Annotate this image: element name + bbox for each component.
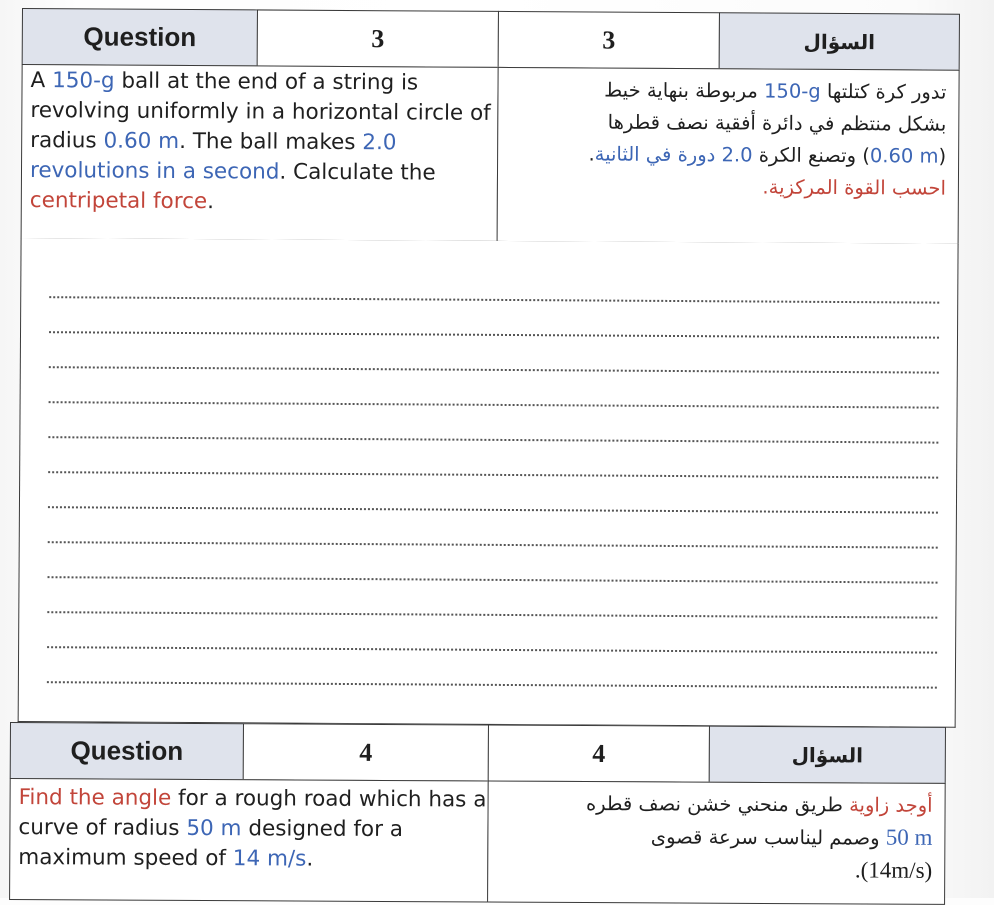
q3-arabic-text-cell [497,67,960,245]
answer-line [48,506,938,513]
q4-header-number-ar [488,725,710,783]
q3-arabic-text: تدور كرة كتلتها 150-g مربوطة بنهاية خيط بشكل منتظم في دائرة أفقية نصف قطرها (0.60 m) وتصنع الكرة 2.0 دورة في الثانية. احسب القوة المركزية. [588,78,947,200]
q3-header-number-ar [498,11,720,69]
answer-line [47,681,937,688]
question-3-block [18,8,960,728]
answer-line [49,331,939,338]
q4-english-text: Find the angle for a rough road which has a curve of radius 50 m designed for a maximum speed of 14 m/s. [18,785,487,872]
q4-label-en: Question [70,735,184,766]
q4-arabic-text: أوجد زاوية طريق منحني خشن نصف قطره 50 m وصمم ليناسب سرعة قصوى .(14m/s) [585,792,933,883]
answer-line [49,401,939,408]
q4-english-text-cell [9,778,489,903]
answer-line [48,436,938,443]
q4-number-ar: 4 [592,738,606,768]
q3-english-text: A 150-g ball at the end of a string is revolving uniformly in a horizontal circle of radius 0.60 m. The ball makes 2.0 revolutions in a second. Calculate the centripetal force. [29,68,491,215]
q3-number-ar: 3 [602,25,616,55]
answer-line [49,296,939,303]
question-4-block [9,722,946,903]
answer-line [48,576,938,583]
q3-label-ar: السؤال [803,29,876,54]
q3-header-label-ar [719,12,960,70]
answer-line [49,366,939,373]
q4-number-en: 4 [359,737,373,767]
q4-header-label-ar [709,726,946,784]
q3-english-text-cell [21,64,499,242]
answer-line [48,471,938,478]
q3-answer-area[interactable] [18,238,959,728]
q4-header-number-en [243,723,489,781]
q3-label-en: Question [83,21,197,53]
answer-line [48,541,938,548]
answer-line [47,646,937,653]
q4-arabic-text-cell [487,781,946,905]
q4-header-label-en [10,722,244,780]
q3-header-number-en [257,9,499,67]
q3-number-en: 3 [371,23,385,53]
answer-line [47,611,937,618]
q3-header-label-en [22,8,258,66]
q4-label-ar: السؤال [791,742,864,767]
